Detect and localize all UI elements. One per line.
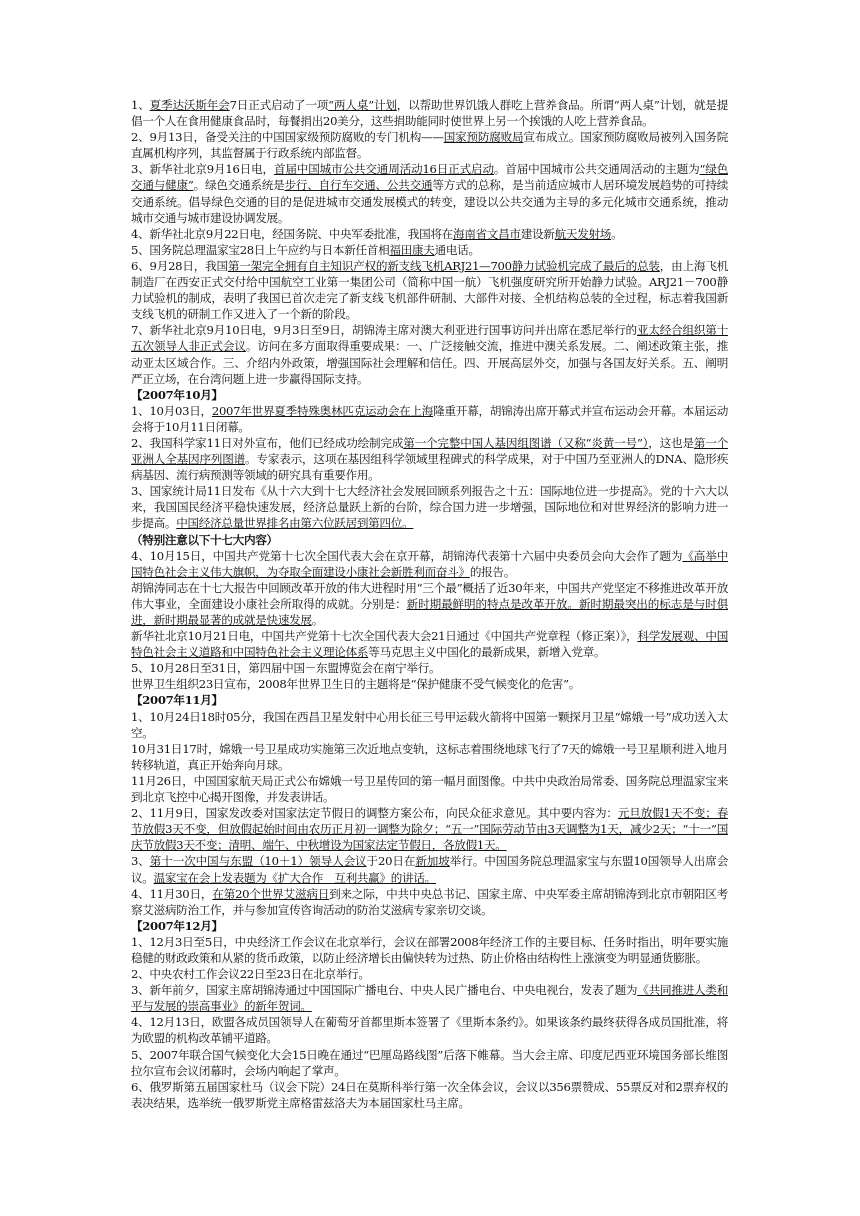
news-paragraph — [131, 741, 728, 773]
news-paragraph — [131, 966, 728, 982]
news-paragraph — [131, 580, 728, 628]
underlined-text: 新时期最鲜明的特点是改革开放。新时期最突出的标志是与时俱进，新时期最显著的成就是快速发展 — [131, 596, 728, 627]
underlined-text: 海南省文昌市 — [452, 226, 521, 241]
text-run: 5、2007年联合国气候变化大会15日晚在通过“巴厘岛路线图”后落下帷幕。当大会主席、印度尼西亚环境国务部长维图拉尔宣布会议闭幕时，会场内响起了掌声。 — [131, 1047, 728, 1078]
news-paragraph — [131, 322, 728, 386]
news-paragraph — [131, 805, 728, 853]
news-paragraph — [131, 853, 728, 885]
text-run: 11月26日，中国国家航天局正式公布嫦娥一号卫星传回的第一幅月面图像。中共中央政治局常委、国务院总理温家宝来到北京飞控中心揭开图像，并发表讲话。 — [131, 773, 728, 805]
text-run: 1、10月03日， — [131, 403, 212, 418]
text-run: 4、10月15日，中国共产党第十七次全国代表大会在京开幕，胡锦涛代表第十六届中央委员会向大会作了题为 — [131, 548, 683, 563]
text-run: 3、 — [131, 854, 150, 869]
text-run: 【2007年12月】 — [131, 918, 223, 933]
underlined-text: 第一个完整中国人基因组图谱（又称“炎黄一号”） — [403, 435, 649, 450]
underlined-text: 元旦放假1天不变；春节放假3天不变，但放假起始时间由农历正月初一调整为除夕；“五一”国际劳动节由3天调整为1天，减少2天；“十一”国庆节放假3天不变；清明、端午、中秋增设为国家法定节假日，各放假1天。 — [131, 806, 728, 853]
underlined-text: 亚太经合组织第十五次领导人非正式会议 — [131, 323, 728, 354]
section-heading — [131, 918, 728, 934]
underlined-text: 新加坡 — [415, 854, 450, 869]
news-paragraph — [131, 435, 728, 483]
underlined-text: 2007年世界夏季特殊奥林匹克运动会在上海 — [211, 403, 434, 418]
underlined-text: 首届中国城市公共交通周活动16日正式启动 — [273, 162, 494, 177]
news-paragraph — [131, 709, 728, 741]
section-heading — [131, 692, 728, 708]
underlined-text: 第一架完全拥有自主知识产权的新支线飞机ARJ21—700静力试验机完成了最后的总装 — [227, 258, 660, 273]
news-paragraph — [131, 161, 728, 225]
text-run: 通电话。 — [434, 242, 480, 257]
text-run: 等马克思主义中国化的最新成果，新增入党章。 — [368, 645, 606, 660]
underlined-text: 科学发展观、中国特色社会主义道路和中国特色社会主义理论体系 — [131, 629, 728, 660]
text-run: 到来之际，中共中央总书记、国家主席、中央军委主席胡锦涛到北京市朝阳区考察艾滋病防治工作，并与参加宣传咨询活动的防治艾滋病专家亲切交谈。 — [131, 886, 728, 917]
news-paragraph — [131, 403, 728, 435]
text-run: ，由上海飞机制造厂在西安正式交付给中国航空工业第一集团公司（简称中国一航）飞机强度研究所开始静力试验。ARJ21－700静力试验机的制成，表明了我国已首次走完了新支线飞机部件研制、大部件对接、全机结构总装的全过程，标志着我国新支线飞机的研制工作又进入了一个新的阶段。 — [131, 258, 728, 322]
underlined-text: “两人桌”计划 — [328, 98, 397, 112]
news-paragraph — [131, 886, 728, 918]
news-paragraph — [131, 628, 728, 660]
text-run: 3、国家统计局11日发布《从十六大到十七大经济社会发展回顾系列报告之十五：国际地位进一步提高》。党的十六大以来，我国国民经济平稳快速发展，经济总量跃上新的台阶，综合国力进一步增强，国际地位和对世界经济的影响力进一步提高。 — [131, 484, 728, 531]
text-run: 。首届中国城市公共交通周活动的主题为 — [493, 162, 700, 177]
text-run: 5、10月28日至31日，第四届中国－东盟博览会在南宁举行。 — [131, 661, 441, 676]
text-run: 【2007年10月】 — [131, 387, 223, 402]
text-run: 6、9月28日，我国 — [131, 258, 228, 273]
underlined-text: 第一个亚洲人全基因序列图谱 — [131, 435, 728, 467]
text-run: 3、新华社北京9月16日电， — [131, 162, 274, 177]
text-run: 隆重开幕，胡锦涛出席开幕式并宣布运动会开幕。本届运动会将于10月11日闭幕。 — [131, 403, 728, 434]
text-run: 的报告。 — [469, 564, 516, 579]
text-run: 1、12月3日至5日，中央经济工作会议在北京举行，会议在部署2008年经济工作的主要目标、任务时指出，明年要实施稳健的财政政策和从紧的货币政策，以防止经济增长由偏快转为过热、防止价格由结构性上涨演变为明显通货膨胀。 — [131, 934, 728, 965]
section-heading — [131, 387, 728, 403]
text-run: 于20日在 — [366, 854, 416, 869]
news-paragraph — [131, 483, 728, 531]
text-run: 世界卫生组织23日宣布，2008年世界卫生日的主题将是“保护健康不受气候变化的危害”。 — [131, 677, 580, 692]
text-run: 建设新 — [520, 226, 555, 241]
text-run: 。 — [311, 613, 323, 627]
news-paragraph — [131, 660, 728, 676]
news-paragraph — [131, 129, 728, 161]
news-paragraph — [131, 1014, 728, 1046]
text-run: 2、9月13日，备受关注的中国国家级预防腐败的专门机构—— — [131, 130, 444, 145]
news-paragraph — [131, 226, 728, 242]
text-run: ，以帮助世界饥饿人群吃上营养食品。所谓“两人桌”计划，就是提倡一个人在食用健康食品时，每餐捐出20美分，这些捐助能同时使世界上另一个挨饿的人吃上营养食品。 — [131, 98, 728, 129]
text-run: ，这也是 — [648, 435, 694, 450]
text-run: 2、中央农村工作会议22日至23日在北京举行。 — [131, 967, 370, 982]
text-run: 10月31日17时，嫦娥一号卫星成功实施第三次近地点变轨，这标志着围绕地球飞行了7天的嫦娥一号卫星顺利进入地月转移轨道，真正开始奔向月球。 — [131, 741, 728, 772]
text-run: 新华社北京10月21日电，中国共产党第十七次全国代表大会21日通过《中国共产党章程（修正案）》， — [131, 629, 638, 644]
text-run: 2、我国科学家11日对外宣布，他们已经成功绘制完成 — [131, 435, 404, 450]
news-paragraph — [131, 773, 728, 805]
news-paragraph — [131, 1079, 728, 1111]
news-paragraph — [131, 934, 728, 966]
underlined-text: 第十一次中国与东盟（10＋1）领导人会议 — [149, 854, 367, 869]
underlined-text: 《共同推进人类和平与发展的崇高事业》的新年贺词。 — [131, 983, 728, 1014]
news-paragraph — [131, 242, 728, 258]
text-run: 4、12月13日，欧盟各成员国领导人在葡萄牙首都里斯本签署了《里斯本条约》。如果该条约最终获得各成员国批准，将为欧盟的机构改革铺平道路。 — [131, 1015, 728, 1046]
text-run: 7日正式启动了一项 — [229, 98, 329, 112]
text-run: 5、国务院总理温家宝28日上午应约与日本新任首相 — [131, 242, 390, 257]
text-run: 2、11月9日，国家发改委对国家法定节假日的调整方案公布，向民众征求意见。其中要内容为： — [131, 806, 618, 821]
text-run: 【2007年11月】 — [131, 693, 223, 708]
text-run: 。 — [611, 226, 623, 241]
underlined-text: 夏季达沃斯年会 — [149, 98, 230, 112]
news-paragraph — [131, 982, 728, 1014]
underlined-text: “绿色交通与健康” — [131, 162, 728, 193]
text-run: 4、新华社北京9月22日电，经国务院、中央军委批准，我国将在 — [131, 226, 453, 241]
text-run: 4、11月30日， — [131, 886, 213, 901]
text-run: 。访问在多方面取得重要成果：一、广泛接触交流，推进中澳关系发展。二、阐述政策主张，推动亚太区域合作。三、介绍内外政策，增强国际社会理解和信任。四、开展高层外交，加强与各国友好关系。五、阐明严正立场，在台湾问题上进一步赢得国际支持。 — [131, 339, 728, 386]
underlined-text: 福田康夫 — [389, 242, 435, 257]
underlined-text: 航天发射场 — [554, 226, 612, 241]
text-run: 。绿色交通系统是 — [193, 178, 285, 193]
underlined-text: 《高举中国特色社会主义伟大旗帜，为夺取全面建设小康社会新胜利而奋斗》 — [131, 548, 728, 579]
underlined-text: 中国经济总量世界排名由第六位跃居到第四位。 — [176, 516, 414, 531]
news-paragraph — [131, 258, 728, 322]
underlined-text: 温家宝在会上发表题为《扩大合作 互利共赢》的讲话。 — [153, 870, 436, 885]
section-heading — [131, 532, 728, 548]
text-run: 等方式的总称，是当前适应城市人居环境发展趋势的可持续交通系统。倡导绿色交通的目的是促进城市交通发展模式的转变，建设以公共交通为主导的多元化城市交通系统，推动城市交通与城市建设协调发展。 — [131, 178, 728, 225]
text-run: 。专家表示，这项在基因组科学领域里程碑式的科学成果，对于中国乃至亚洲人的DNA、隐形疾病基因、流行病预测等领域的研究具有重要作用。 — [131, 452, 728, 483]
text-run: 3、新年前夕，国家主席胡锦涛通过中国国际广播电台、中央人民广播电台、中央电视台，发表了题为 — [131, 983, 638, 998]
document-body — [131, 97, 728, 1111]
text-run: 1、10月24日18时05分，我国在西昌卫星发射中心用长征三号甲运载火箭将中国第一颗探月卫星“嫦娥一号”成功送入太空。 — [131, 709, 728, 740]
text-run: 7、新华社北京9月10日电，9月3日至9日，胡锦涛主席对澳大利亚进行国事访问并出席在悉尼举行的 — [131, 323, 637, 338]
text-run: 举行。中国国务院总理温家宝与东盟10国领导人出席会议。 — [131, 854, 728, 885]
underlined-text: 在第20个世界艾滋病日 — [212, 886, 330, 901]
text-run: 6、俄罗斯第五届国家杜马（议会下院）24日在莫斯科举行第一次全体会议，会议以356票赞成、55票反对和2票弃权的表决结果，选举统一俄罗斯党主席格雷兹洛夫为本届国家杜马主席。 — [131, 1079, 728, 1110]
news-paragraph — [131, 97, 728, 129]
text-run: 1、 — [131, 98, 150, 112]
underlined-text: 国家预防腐败局 — [443, 130, 524, 145]
news-paragraph — [131, 1047, 728, 1079]
news-paragraph — [131, 676, 728, 692]
underlined-text: 步行、自行车交通、公共交通 — [284, 178, 433, 193]
text-run: （特别注意以下十七大内容） — [131, 532, 278, 547]
news-paragraph — [131, 548, 728, 580]
text-run: 宣布成立。国家预防腐败局被列入国务院直属机构序列，其监督属于行政系统内部监督。 — [131, 130, 728, 161]
text-run: 胡锦涛同志在十七大报告中回顾改革开放的伟大进程时用“三个最”概括了近30年来，中国共产党坚定不移推进改革开放伟大事业，全面建设小康社会所取得的成就。分别是： — [131, 580, 728, 611]
